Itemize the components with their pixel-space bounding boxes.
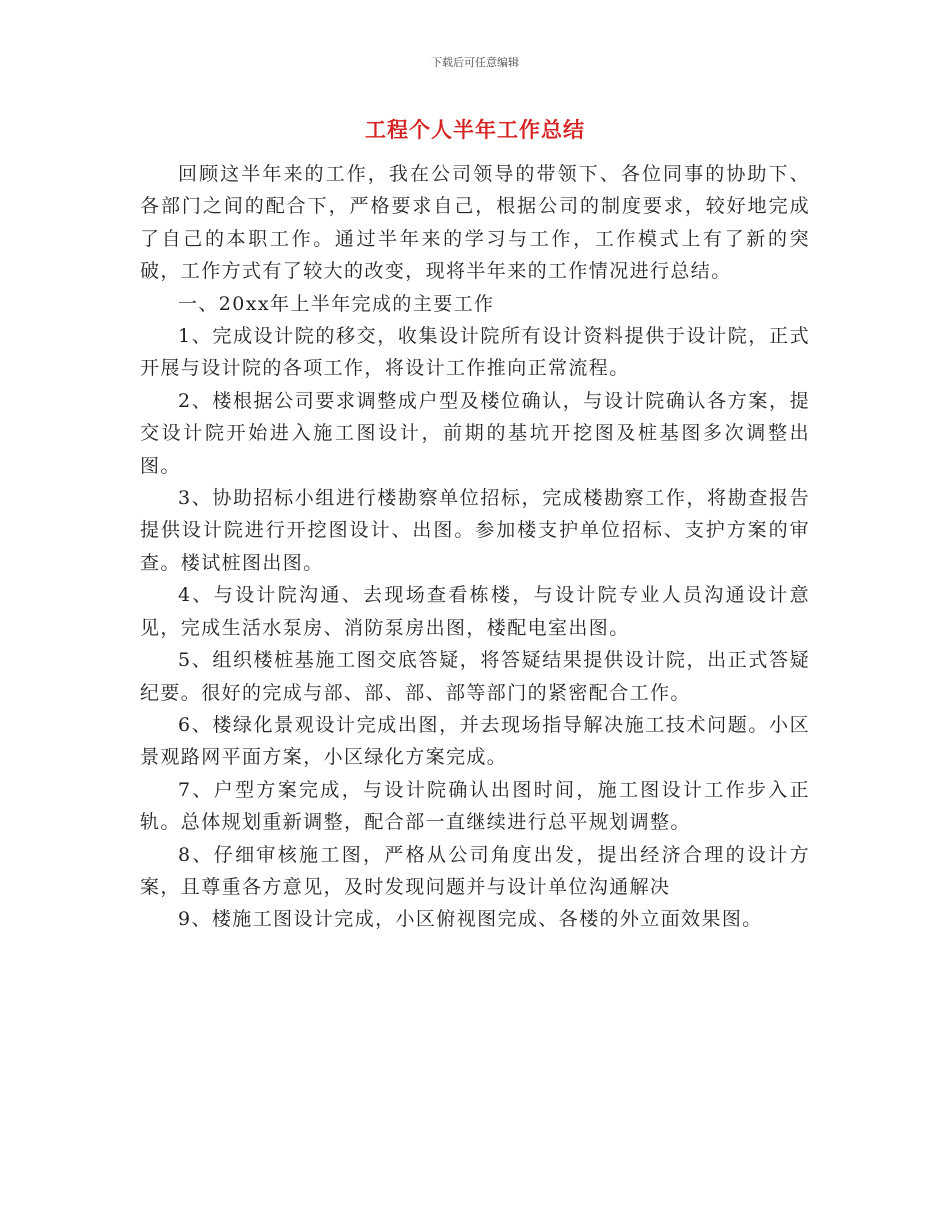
list-item-9: 9、楼施工图设计完成，小区俯视图完成、各楼的外立面效果图。: [178, 908, 763, 931]
list-item-4: 4、与设计院沟通、去现场查看栋楼，与设计院专业人员沟通设计意见，完成生活水泵房、消防泵房出图，楼配电室出图。: [140, 584, 810, 639]
list-item-2: 2、楼根据公司要求调整成户型及楼位确认，与设计院确认各方案，提交设计院开始进入施工图设计，前期的基坑开挖图及桩基图多次调整出图。: [140, 389, 810, 477]
list-item-5: 5、组织楼桩基施工图交底答疑，将答疑结果提供设计院，出正式答疑纪要。很好的完成与部、部、部、部等部门的紧密配合工作。: [140, 649, 810, 704]
list-item-1: 1、完成设计院的移交，收集设计院所有设计资料提供于设计院，正式开展与设计院的各项工作，将设计工作推向正常流程。: [140, 325, 810, 380]
intro-paragraph: 回顾这半年来的工作，我在公司领导的带领下、各位同事的协助下、各部门之间的配合下，严格要求自己，根据公司的制度要求，较好地完成了自己的本职工作。通过半年来的学习与工作，工作模式上有了新的突破，工作方式有了较大的改变，现将半年来的工作情况进行总结。: [140, 163, 810, 283]
list-item-7: 7、户型方案完成，与设计院确认出图时间，施工图设计工作步入正轨。总体规划重新调整，配合部一直继续进行总平规划调整。: [140, 778, 810, 834]
list-item-8: 8、仔细审核施工图，严格从公司角度出发，提出经济合理的设计方案，且尊重各方意见，及时发现问题并与设计单位沟通解决: [140, 843, 810, 898]
header-note: 下载后可任意编辑: [431, 56, 519, 69]
list-item-3: 3、协助招标小组进行楼勘察单位招标，完成楼勘察工作，将勘查报告提供设计院进行开挖图设计、出图。参加楼支护单位招标、支护方案的审查。楼试桩图出图。: [140, 487, 810, 574]
document-body: [140, 158, 810, 936]
section-heading: 一、20xx年上半年完成的主要工作: [178, 292, 495, 315]
list-item-6: 6、楼绿化景观设计完成出图，并去现场指导解决施工技术问题。小区景观路网平面方案，小区绿化方案完成。: [140, 713, 810, 769]
document-title: 工程个人半年工作总结: [365, 117, 585, 142]
